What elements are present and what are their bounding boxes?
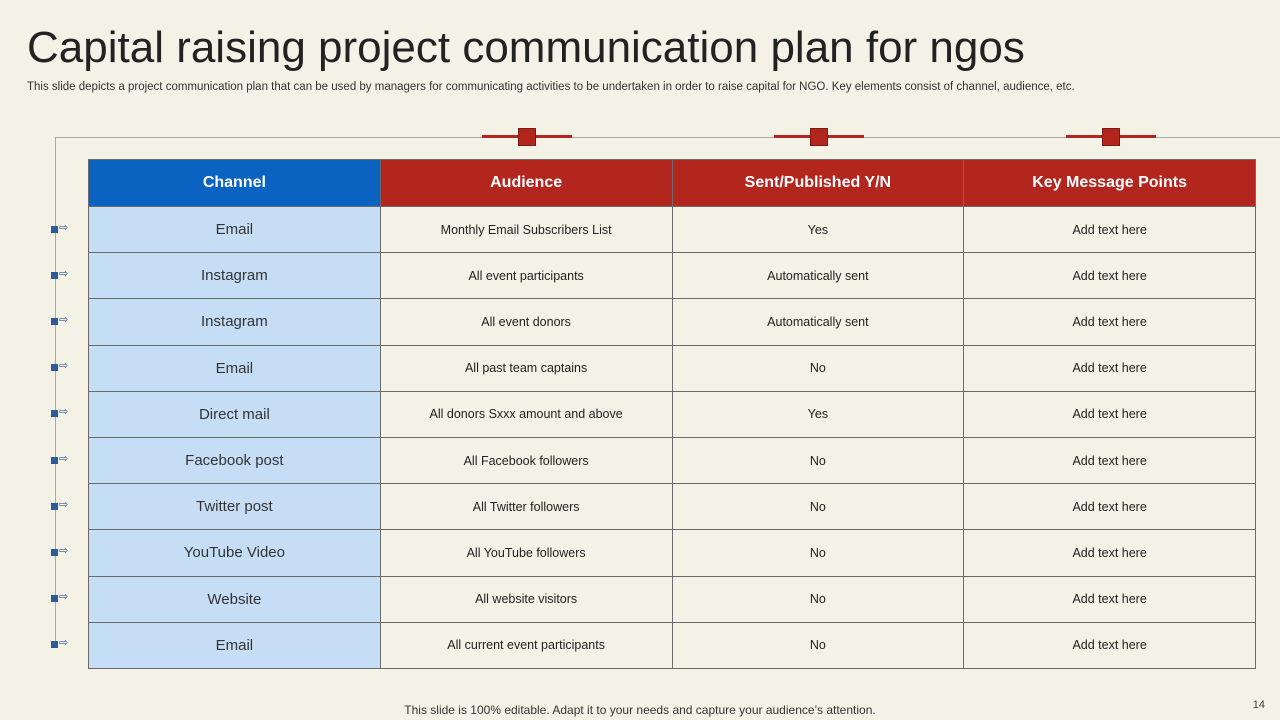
arrow-right-icon: ⇨ bbox=[59, 313, 69, 326]
audience-cell: All donors Sxxx amount and above bbox=[380, 391, 672, 437]
page-number: 14 bbox=[1252, 699, 1265, 711]
table-row bbox=[89, 437, 1256, 483]
table-row bbox=[89, 530, 1256, 576]
arrow-right-icon: ⇨ bbox=[59, 360, 69, 373]
row-marker-icon bbox=[51, 313, 69, 327]
arrow-right-icon: ⇨ bbox=[59, 544, 69, 557]
sent-cell: No bbox=[672, 576, 964, 622]
marker-dot bbox=[51, 595, 58, 602]
table-row bbox=[89, 207, 1256, 253]
table-header-row bbox=[89, 160, 1256, 207]
sent-cell: No bbox=[672, 484, 964, 530]
arrow-right-icon: ⇨ bbox=[59, 267, 69, 280]
channel-cell: Facebook post bbox=[89, 437, 381, 483]
sent-cell: Yes bbox=[672, 391, 964, 437]
channel-cell: Direct mail bbox=[89, 391, 381, 437]
header-sent-published: Sent/Published Y/N bbox=[672, 160, 964, 207]
sent-cell: Yes bbox=[672, 207, 964, 253]
row-marker-icon bbox=[51, 360, 69, 373]
header-audience: Audience bbox=[380, 160, 672, 207]
channel-cell: YouTube Video bbox=[89, 530, 381, 576]
row-marker-icon bbox=[51, 267, 69, 281]
row-marker-icon bbox=[51, 452, 69, 466]
marker-dot bbox=[51, 364, 58, 371]
sent-cell: Automatically sent bbox=[672, 299, 964, 345]
slide-subtitle: This slide depicts a project communication plan that can be used by managers for communicating activities to be undertaken in order to raise capital for NGO. Key elements consist of channel, audience, etc. bbox=[27, 81, 1075, 93]
table-row bbox=[89, 253, 1256, 299]
marker-dot bbox=[51, 272, 58, 279]
header-key-message-points: Key Message Points bbox=[964, 160, 1256, 207]
channel-cell: Twitter post bbox=[89, 484, 381, 530]
audience-cell: All website visitors bbox=[380, 576, 672, 622]
channel-cell: Email bbox=[89, 207, 381, 253]
table-row bbox=[89, 345, 1256, 391]
audience-cell: All event donors bbox=[380, 299, 672, 345]
message-cell: Add text here bbox=[964, 345, 1256, 391]
message-cell: Add text here bbox=[964, 299, 1256, 345]
arrow-right-icon: ⇨ bbox=[59, 221, 69, 234]
table-row bbox=[89, 622, 1256, 668]
sent-cell: Automatically sent bbox=[672, 253, 964, 299]
audience-cell: All current event participants bbox=[380, 622, 672, 668]
connector-square bbox=[518, 128, 536, 146]
row-marker-icon bbox=[51, 221, 69, 235]
channel-cell: Instagram bbox=[89, 299, 381, 345]
slide-title: Capital raising project communication plan for ngos bbox=[27, 23, 1025, 72]
connector-square bbox=[1102, 128, 1120, 146]
marker-dot bbox=[51, 318, 58, 325]
marker-dot bbox=[51, 549, 58, 556]
row-marker-icon bbox=[51, 544, 69, 558]
sent-cell: No bbox=[672, 622, 964, 668]
marker-dot bbox=[51, 457, 58, 464]
audience-cell: All event participants bbox=[380, 253, 672, 299]
channel-cell: Instagram bbox=[89, 253, 381, 299]
table-row bbox=[89, 299, 1256, 345]
arrow-right-icon: ⇨ bbox=[59, 637, 69, 650]
marker-dot bbox=[51, 503, 58, 510]
marker-dot bbox=[51, 410, 58, 417]
frame-left-line bbox=[55, 137, 56, 647]
table-row bbox=[89, 576, 1256, 622]
arrow-right-icon: ⇨ bbox=[59, 498, 69, 511]
row-marker-icon bbox=[51, 498, 69, 512]
table-row bbox=[89, 484, 1256, 530]
connector-square bbox=[810, 128, 828, 146]
audience-cell: All past team captains bbox=[380, 345, 672, 391]
header-connector bbox=[482, 128, 572, 146]
communication-plan-table bbox=[88, 159, 1256, 669]
row-marker-icon bbox=[51, 637, 69, 650]
audience-cell: All Twitter followers bbox=[380, 484, 672, 530]
message-cell: Add text here bbox=[964, 207, 1256, 253]
marker-dot bbox=[51, 226, 58, 233]
sent-cell: No bbox=[672, 530, 964, 576]
audience-cell: All YouTube followers bbox=[380, 530, 672, 576]
audience-cell: All Facebook followers bbox=[380, 437, 672, 483]
table-row bbox=[89, 391, 1256, 437]
sent-cell: No bbox=[672, 345, 964, 391]
message-cell: Add text here bbox=[964, 484, 1256, 530]
message-cell: Add text here bbox=[964, 253, 1256, 299]
message-cell: Add text here bbox=[964, 391, 1256, 437]
message-cell: Add text here bbox=[964, 622, 1256, 668]
slide-footer: This slide is 100% editable. Adapt it to your needs and capture your audience’s attention. bbox=[404, 703, 876, 717]
arrow-right-icon: ⇨ bbox=[59, 406, 69, 419]
audience-cell: Monthly Email Subscribers List bbox=[380, 207, 672, 253]
channel-cell: Email bbox=[89, 622, 381, 668]
channel-cell: Email bbox=[89, 345, 381, 391]
message-cell: Add text here bbox=[964, 437, 1256, 483]
marker-dot bbox=[51, 641, 58, 648]
header-channel: Channel bbox=[89, 160, 381, 207]
row-marker-icon bbox=[51, 406, 69, 419]
sent-cell: No bbox=[672, 437, 964, 483]
message-cell: Add text here bbox=[964, 530, 1256, 576]
arrow-right-icon: ⇨ bbox=[59, 591, 69, 604]
arrow-right-icon: ⇨ bbox=[59, 452, 69, 465]
row-marker-icon bbox=[51, 591, 69, 604]
message-cell: Add text here bbox=[964, 576, 1256, 622]
header-connector bbox=[774, 128, 864, 146]
header-connector bbox=[1066, 128, 1156, 146]
channel-cell: Website bbox=[89, 576, 381, 622]
